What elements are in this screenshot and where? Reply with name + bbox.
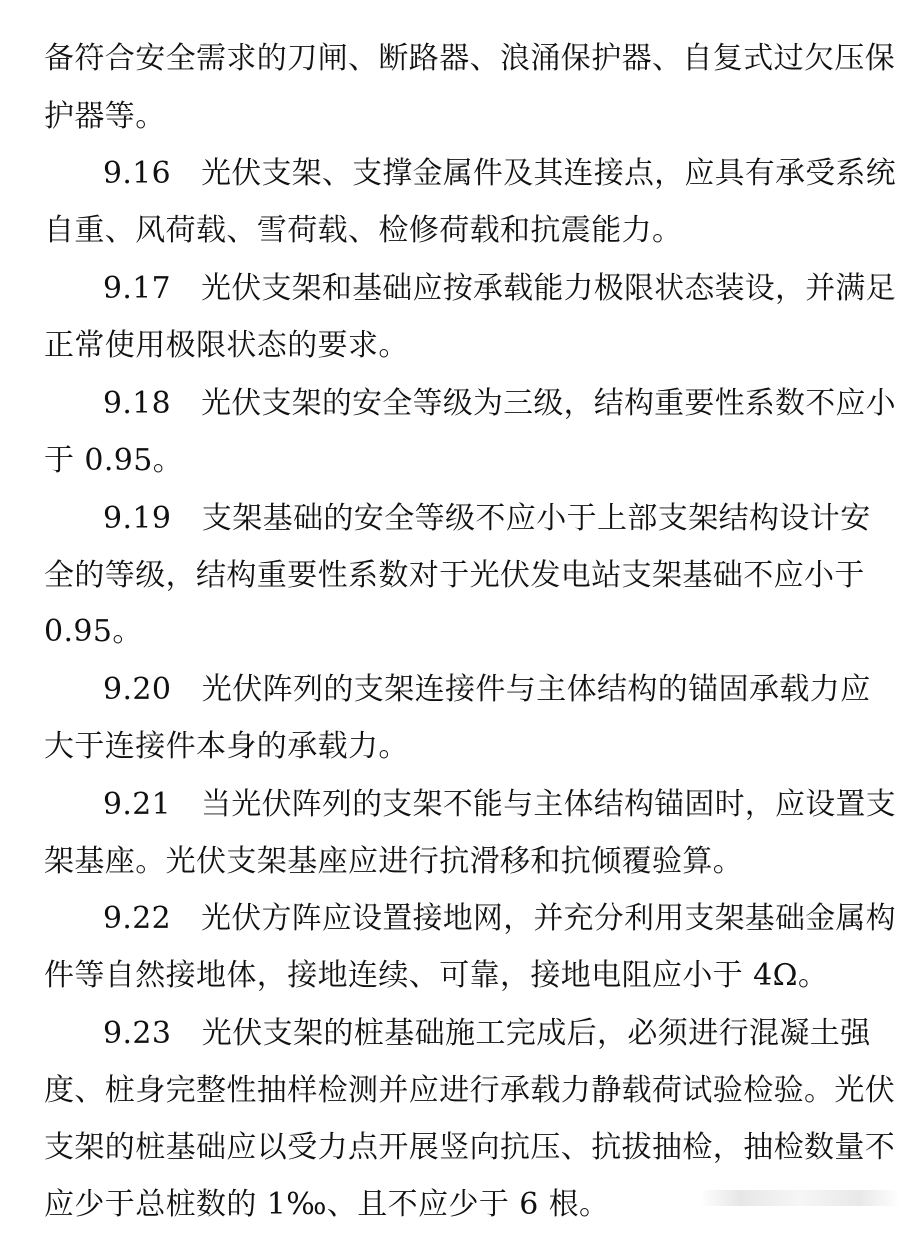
clause-9-22-line-1: 9.22 光伏方阵应设置接地网，并充分利用支架基础金属构 bbox=[103, 901, 896, 936]
clause-9-20-line-1: 9.20 光伏阵列的支架连接件与主体结构的锚固承载力应 bbox=[103, 672, 871, 707]
clause-9-19-line-3: 0.95。 bbox=[44, 614, 143, 649]
blurred-watermark bbox=[700, 1190, 900, 1206]
clause-9-23-line-1: 9.23 光伏支架的桩基础施工完成后，必须进行混凝土强 bbox=[103, 1016, 871, 1051]
text-line-2: 护器等。 bbox=[44, 99, 166, 134]
clause-9-20-line-2: 大于连接件本身的承载力。 bbox=[44, 729, 409, 764]
clause-9-17-line-2: 正常使用极限状态的要求。 bbox=[44, 328, 409, 363]
clause-9-17-line-1: 9.17 光伏支架和基础应按承载能力极限状态装设，并满足 bbox=[103, 271, 896, 306]
clause-9-21-line-1: 9.21 当光伏阵列的支架不能与主体结构锚固时，应设置支 bbox=[103, 787, 896, 822]
clause-9-23-line-2: 度、桩身完整性抽样检测并应进行承载力静载荷试验检验。光伏 bbox=[44, 1073, 896, 1108]
clause-9-18-line-2: 于 0.95。 bbox=[44, 443, 184, 478]
clause-9-22-line-2: 件等自然接地体，接地连续、可靠，接地电阻应小于 4Ω。 bbox=[44, 958, 829, 993]
clause-9-21-line-2: 架基座。光伏支架基座应进行抗滑移和抗倾覆验算。 bbox=[44, 844, 744, 879]
clause-9-18-line-1: 9.18 光伏支架的安全等级为三级，结构重要性系数不应小 bbox=[103, 386, 896, 421]
clause-9-16-line-1: 9.16 光伏支架、支撑金属件及其连接点，应具有承受系统 bbox=[103, 156, 896, 191]
text-line-1: 备符合安全需求的刀闸、断路器、浪涌保护器、自复式过欠压保 bbox=[44, 41, 896, 76]
clause-9-23-line-4: 应少于总桩数的 1‰、且不应少于 6 根。 bbox=[44, 1187, 610, 1222]
clause-9-16-line-2: 自重、风荷载、雪荷载、检修荷载和抗震能力。 bbox=[44, 213, 683, 248]
clause-9-23-line-3: 支架的桩基础应以受力点开展竖向抗压、抗拔抽检，抽检数量不 bbox=[44, 1130, 896, 1165]
clause-9-19-line-1: 9.19 支架基础的安全等级不应小于上部支架结构设计安 bbox=[103, 501, 871, 536]
clause-9-19-line-2: 全的等级，结构重要性系数对于光伏发电站支架基础不应小于 bbox=[44, 558, 865, 593]
